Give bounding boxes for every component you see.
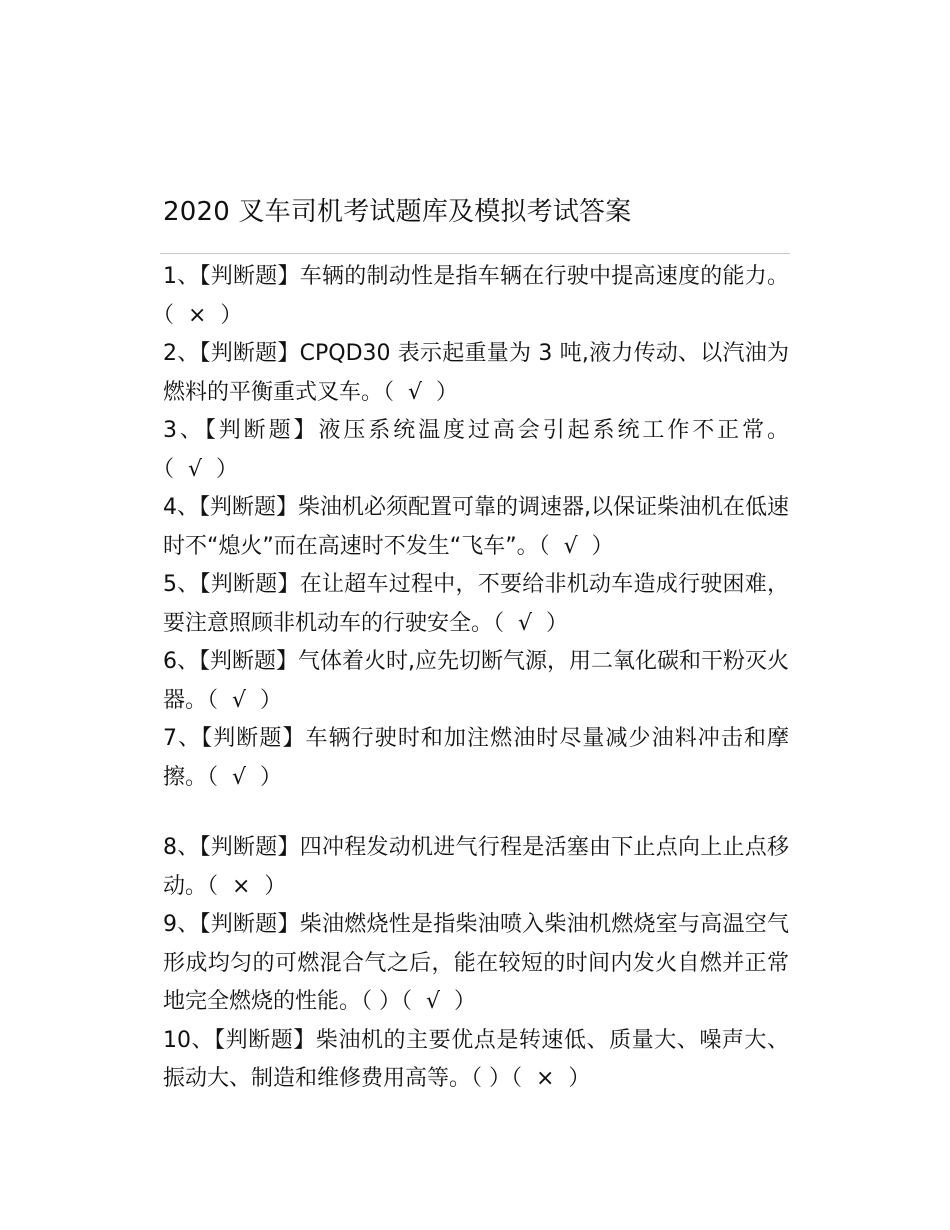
question-number: 9、 [163,912,200,937]
question-item [163,566,789,643]
question-number: 7、 [163,726,202,751]
question-text: 柴油机必须配置可靠的调速器,以保证柴油机在低速时不“熄火”而在高速时不发生“飞车”。 [163,495,790,559]
question-answer: （ √ ） [207,764,283,790]
question-number: 8、 [163,835,200,860]
question-answer: （ √ ） [401,989,476,1014]
question-text: 液压系统温度过高会引起系统工作不正常。 [318,418,789,443]
question-answer: （ √ ） [383,379,459,405]
question-answer: （ √ ） [538,533,614,559]
question-text: 车辆的制动性是指车辆在行驶中提高速度的能力。 [299,264,789,289]
question-number: 3、 [163,418,205,443]
question-answer: （ √ ） [207,687,283,713]
question-item [163,335,789,412]
question-text: 柴油机的主要优点是转速低、质量大、噪声大、振动大、制造和维修费用高等。（ ） [163,1027,789,1091]
question-type-tag: 【判断题】 [204,418,319,443]
question-answer: （ √ ） [163,456,238,482]
title-divider [160,253,790,254]
question-number: 6、 [163,649,199,674]
question-text: CPQD30 表示起重量为 3 吨,液力传动、以汽油为燃料的平衡重式叉车。 [163,341,789,405]
question-item [163,643,789,720]
question-type-tag: 【判断题】 [199,264,300,289]
question-answer: （ × ） [163,302,243,328]
question-type-tag: 【判断题】 [199,835,300,860]
question-answer: （ × ） [207,873,287,899]
question-item [163,1022,789,1099]
question-number: 4、 [163,495,199,520]
question-type-tag: 【判断题】 [199,572,300,597]
question-item [163,906,789,1022]
question-text: 在让超车过程中，不要给非机动车造成行驶困难，要注意照顾非机动车的行驶安全。 [163,572,789,636]
question-type-tag: 【判断题】 [199,495,299,520]
question-text: 气体着火时,应先切断气源，用二氧化碳和干粉灭火器。 [163,649,790,713]
question-number: 5、 [163,572,200,597]
question-item [163,412,789,489]
question-number: 10、 [163,1027,215,1053]
question-answer: （ √ ） [493,610,569,636]
question-item [163,489,789,566]
question-type-tag: 【判断题】 [214,1027,316,1053]
question-type-tag: 【判断题】 [199,912,300,937]
question-text: 柴油燃烧性是指柴油喷入柴油机燃烧室与高温空气形成均匀的可燃混合气之后，能在较短的时间内发火自燃并正常地完全燃烧的性能。（ ） [163,912,789,1014]
question-type-tag: 【判断题】 [201,726,306,751]
question-number: 1、 [163,264,200,289]
question-type-tag: 【判断题】 [199,649,299,674]
question-list [163,258,789,1099]
question-number: 2、 [163,341,200,366]
question-item [163,258,789,335]
document-title: 2020 叉车司机考试题库及模拟考试答案 [163,197,632,227]
question-item [163,829,789,906]
question-item [163,720,789,797]
question-text: 车辆行驶时和加注燃油时尽量减少油料冲击和摩擦。 [163,726,789,790]
question-type-tag: 【判断题】 [199,341,300,366]
question-answer: （ × ） [511,1066,591,1091]
question-text: 四冲程发动机进气行程是活塞由下止点向上止点移动。 [163,835,789,899]
